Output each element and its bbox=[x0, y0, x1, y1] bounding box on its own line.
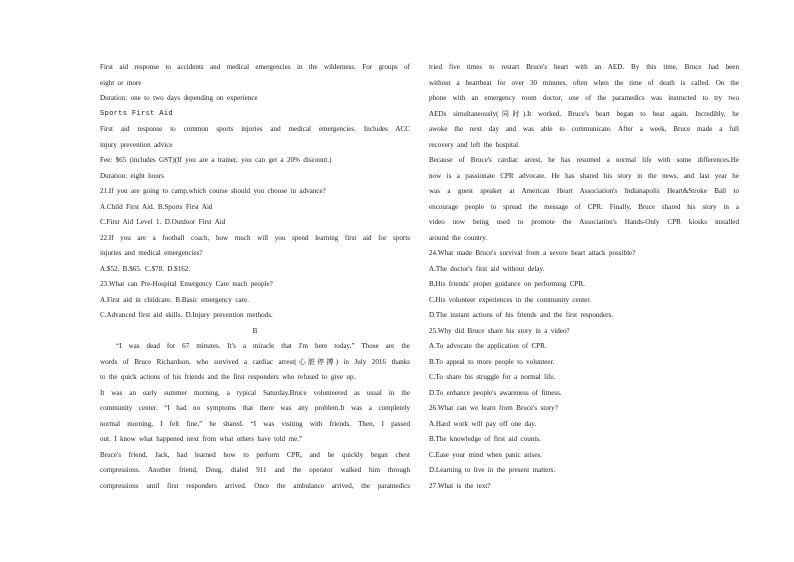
text-line: 21.If you are going to camp,which course should you choose in advance? bbox=[100, 187, 326, 195]
text-line: C.First Aid Level 1. D.Outdoor First Aid bbox=[100, 218, 226, 226]
text-line: A.Child First Aid. B.Sports First Aid bbox=[100, 202, 213, 211]
text-line: out. I know what happened next from what others have told me.” bbox=[100, 435, 303, 443]
text-line: phone with an emergency room doctor, one of the paramedics was instructed to try two bbox=[429, 94, 739, 102]
text-line: encourage people to spread the message of CPR. Finally, Bruce shared his story in a bbox=[429, 202, 739, 211]
text-line: AEDs simultaneously(同时).It worked. Bruce's heart began to beat again. Incredibly, he bbox=[429, 109, 739, 118]
text-line: compressions. Another friend, Doug, dialed 911 and the operator walked him through bbox=[100, 466, 410, 474]
text-line: It was an early summer morning, a typical Saturday.Bruce volunteered as usual in the bbox=[100, 388, 410, 397]
text-line: awoke the next day and was able to communicate. After a week, Bruce made a full bbox=[429, 125, 739, 133]
text-line: video now being used to promote the Association's Hands-Only CPR kiosks installed bbox=[429, 218, 739, 226]
text-line: around the country. bbox=[429, 233, 488, 242]
text-line: injuries and medical emergencies? bbox=[100, 249, 203, 257]
text-line: 22.If you are a football coach, how much will you spend learning first aid for sports bbox=[100, 233, 410, 242]
text-line: 24.What made Bruce's survival from a severe heart attack possible? bbox=[429, 249, 636, 257]
text-line: Fee: $65 (includes GST)(If you are a trainer, you can get a 20% discount.) bbox=[100, 156, 332, 164]
text-line: eight or more bbox=[100, 78, 142, 87]
text-line: B.To appeal to more people to volunteer. bbox=[429, 357, 555, 366]
text-line: “I was dead for 67 minutes. It's a miracle that I'm here today.” Those are the bbox=[116, 342, 410, 350]
text-line: words of Bruce Richardson, who survived a cardiac arrest(心脏停搏) in July 2016 thanks bbox=[100, 357, 410, 366]
text-line: without a heartbeat for over 30 minutes, often when the time of death is called. On the bbox=[429, 78, 739, 87]
text-line: A.Hard work will pay off one day. bbox=[429, 419, 537, 428]
text-line: A.To advocate the application of CPR. bbox=[429, 342, 547, 350]
text-line: Bruce's friend, Jack, had learned how to perform CPR, and he quickly began chest bbox=[100, 450, 410, 459]
left-column bbox=[100, 60, 410, 494]
text-line: 25.Why did Bruce share his story in a video? bbox=[429, 326, 570, 335]
text-line: B.His friends' proper guidance on performing CPR. bbox=[429, 280, 585, 288]
text-line: community center. “I had no symptoms that there was any problem.It was a completely bbox=[100, 404, 410, 412]
text-line: 23.What can Pre-Hospital Emergency Care teach people? bbox=[100, 280, 273, 288]
text-line: Duration: one to two days depending on experience bbox=[100, 94, 258, 102]
text-line: C.His volunteer experiences in the community center. bbox=[429, 295, 592, 304]
text-line: A.$52. B.$65. C.$78. D.$162. bbox=[100, 264, 191, 273]
text-line: 27.What is the text? bbox=[429, 481, 491, 490]
text-line: First aid response to accidents and medical emergencies in the wilderness. For groups of bbox=[100, 63, 410, 71]
text-line: First aid response to common sports injuries and medical emergencies. Includes ACC bbox=[100, 125, 410, 133]
text-line: 26.What can we learn from Bruce's story? bbox=[429, 404, 558, 412]
text-line: B bbox=[252, 326, 258, 335]
text-line: D.To enhance people's awareness of fitness. bbox=[429, 388, 562, 397]
text-line: A.First aid in childcare. B.Basic emergency care. bbox=[100, 295, 249, 304]
text-line: B.The knowledge of first aid counts. bbox=[429, 435, 541, 443]
text-line: D.Learning to live in the present matters. bbox=[429, 466, 556, 474]
right-column bbox=[429, 60, 739, 494]
text-line: recovery and left the hospital. bbox=[429, 140, 520, 149]
text-line: D.The instant actions of his friends and the first responders. bbox=[429, 311, 614, 319]
text-line: now is a passionate CPR advocate. He has shared his story in the news, and last year he bbox=[429, 171, 739, 180]
text-line: Sports First Aid bbox=[100, 109, 173, 118]
text-line: Duration: eight hours bbox=[100, 171, 164, 180]
text-line: Because of Bruce's cardiac arrest, he has resumed a normal life with some differences.He bbox=[429, 156, 739, 164]
text-line: was a guest speaker at American Heart Association's Indianapolis Heart&Stroke Ball to bbox=[429, 187, 739, 195]
text-line: normal morning, I felt fine,” he shared. “I was visiting with friends. Then, I passed bbox=[100, 419, 410, 428]
text-line: compressions until first responders arrived. Once the ambulance arrived, the paramedics bbox=[100, 481, 410, 490]
text-line: injury prevention advice bbox=[100, 140, 173, 149]
text-line: A.The doctor's first aid without delay. bbox=[429, 264, 545, 273]
text-line: tried five times to restart Bruce's heart with an AED. By this time, Bruce had been bbox=[429, 63, 739, 71]
text-line: to the quick actions of his friends and the first responders who refused to give up. bbox=[100, 373, 356, 381]
text-line: C.To share his struggle for a normal life. bbox=[429, 373, 556, 381]
text-line: C.Advanced first aid skills. D.Injury prevention methods. bbox=[100, 311, 273, 319]
text-line: C.Ease your mind when panic arises. bbox=[429, 450, 542, 459]
